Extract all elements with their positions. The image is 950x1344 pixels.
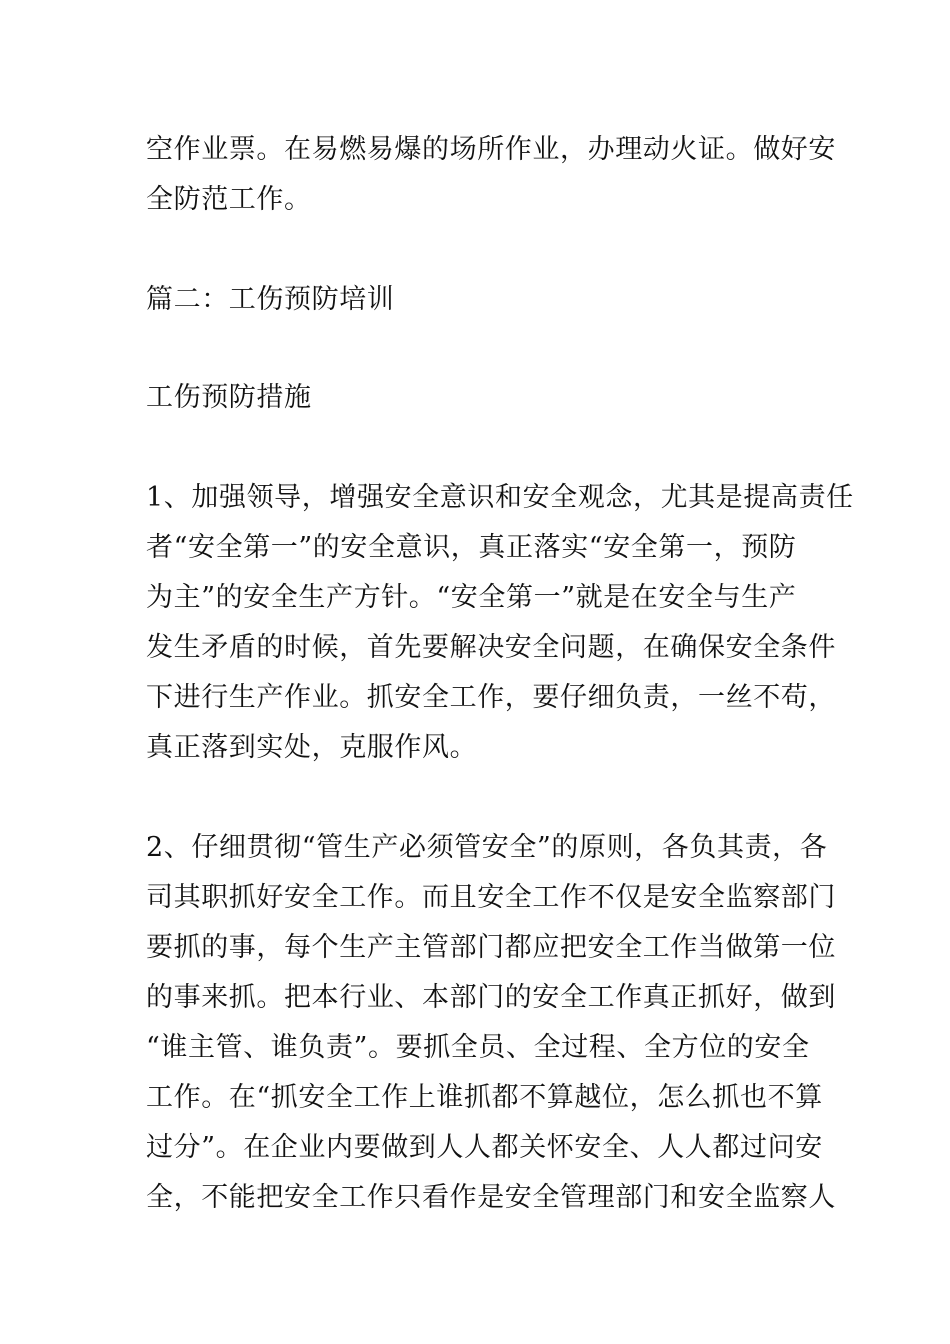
text-line: 空作业票。在易燃易爆的场所作业，办理动火证。做好安: [146, 134, 836, 165]
paragraph-line: 下进行生产作业。抓安全工作，要仔细负责，一丝不苟，: [146, 682, 836, 713]
paragraph-line: 过分”。在企业内要做到人人都关怀安全、人人都过问安: [146, 1132, 823, 1163]
paragraph-line: “谁主管、谁负责”。要抓全员、全过程、全方位的安全: [146, 1032, 810, 1063]
paragraph-line: 全，不能把安全工作只看作是安全管理部门和安全监察人: [146, 1182, 836, 1213]
subsection-heading: 工伤预防措施: [146, 382, 312, 413]
paragraph-line: 司其职抓好安全工作。而且安全工作不仅是安全监察部门: [146, 882, 836, 913]
paragraph-line: 为主”的安全生产方针。“安全第一”就是在安全与生产: [146, 582, 797, 613]
paragraph-line: 者“安全第一”的安全意识，真正落实“安全第一，预防: [146, 532, 797, 563]
section-heading: 篇二：工伤预防培训: [146, 284, 395, 315]
paragraph-line: 发生矛盾的时候，首先要解决安全问题，在确保安全条件: [146, 632, 836, 663]
paragraph-line: 要抓的事，每个生产主管部门都应把安全工作当做第一位: [146, 932, 836, 963]
paragraph-line: 2、仔细贯彻“管生产必须管安全”的原则，各负其责，各: [146, 832, 828, 863]
paragraph-line: 真正落到实处，克服作风。: [146, 732, 478, 763]
paragraph-line: 的事来抓。把本行业、本部门的安全工作真正抓好，做到: [146, 982, 836, 1013]
text-line: 全防范工作。: [146, 184, 312, 215]
paragraph-line: 1、加强领导，增强安全意识和安全观念，尤其是提高责任: [146, 482, 854, 513]
paragraph-line: 工作。在“抓安全工作上谁抓都不算越位，怎么抓也不算: [146, 1082, 823, 1113]
